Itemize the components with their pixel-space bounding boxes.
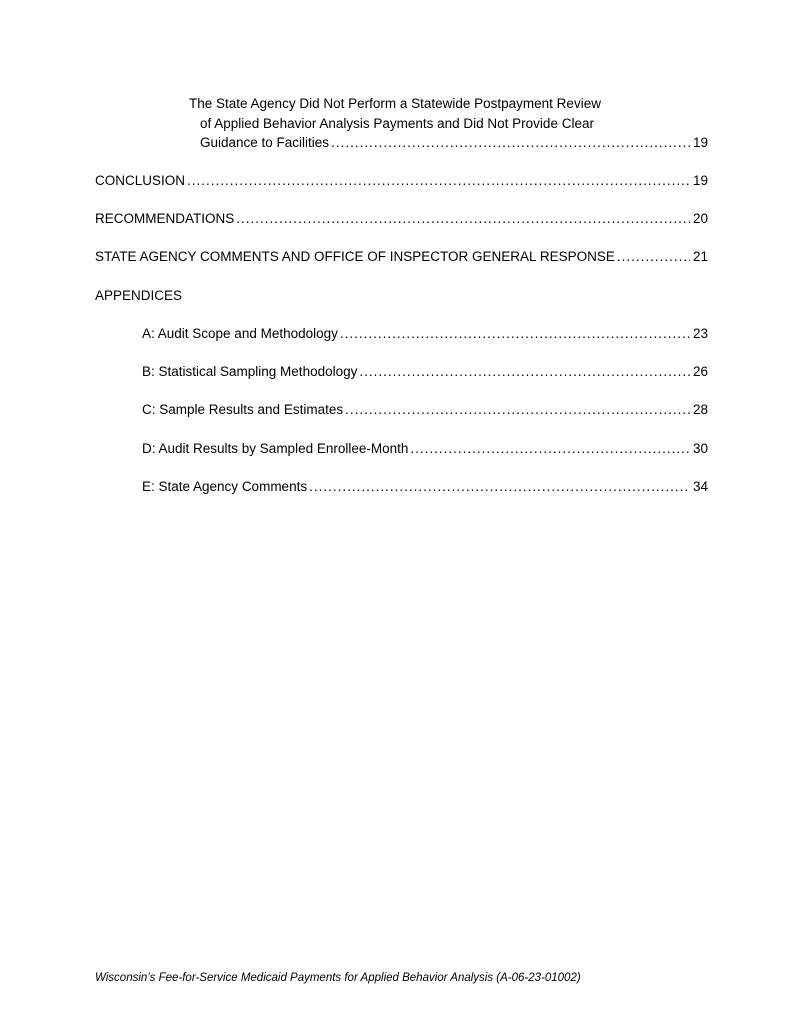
- toc-leader-dots: [331, 134, 690, 152]
- toc-entry-recommendations[interactable]: [95, 210, 708, 228]
- toc-entry-label: CONCLUSION: [95, 173, 186, 188]
- toc-entry-subheading[interactable]: [200, 134, 708, 152]
- toc-entry-label: STATE AGENCY COMMENTS AND OFFICE OF INSPECTOR GENERAL RESPONSE: [95, 249, 615, 264]
- toc-leader-dots: [410, 440, 690, 458]
- toc-page-number: 19: [692, 135, 708, 150]
- toc-entry-label: Guidance to Facilities: [200, 135, 330, 150]
- toc-leader-dots: [617, 248, 690, 266]
- toc-page-number: 20: [692, 211, 708, 226]
- toc-entry-label: C: Sample Results and Estimates: [142, 402, 344, 417]
- toc-leader-dots: [340, 325, 690, 343]
- toc-page-number: 21: [692, 249, 708, 264]
- toc-entry-conclusion[interactable]: [95, 172, 708, 190]
- toc-leader-dots: [187, 172, 690, 190]
- toc-subheading-line2: of Applied Behavior Analysis Payments and Did Not Provide Clear: [200, 116, 594, 131]
- toc-entry-appendix-d[interactable]: [142, 440, 708, 458]
- toc-leader-dots: [236, 210, 690, 228]
- toc-page-number: 30: [692, 441, 708, 456]
- toc-page-number: 34: [692, 479, 708, 494]
- toc-entry-appendix-e[interactable]: [142, 478, 708, 496]
- toc-entry-comments-response[interactable]: [95, 248, 708, 266]
- toc-page-number: 28: [692, 402, 708, 417]
- toc-entry-label: D: Audit Results by Sampled Enrollee-Month: [142, 441, 409, 456]
- toc-entry-appendix-b[interactable]: [142, 363, 708, 381]
- toc-page-number: 23: [692, 326, 708, 341]
- toc-leader-dots: [345, 401, 690, 419]
- toc-page-number: 26: [692, 364, 708, 379]
- toc-entry-appendix-c[interactable]: [142, 401, 708, 419]
- toc-appendices-heading: APPENDICES: [95, 288, 183, 303]
- toc-page-number: 19: [692, 173, 708, 188]
- toc-leader-dots: [309, 478, 690, 496]
- toc-entry-appendix-a[interactable]: [142, 325, 708, 343]
- toc-entry-label: B: Statistical Sampling Methodology: [142, 364, 358, 379]
- toc-entry-label: RECOMMENDATIONS: [95, 211, 235, 226]
- toc-entry-label: E: State Agency Comments: [142, 479, 308, 494]
- toc-entry-label: A: Audit Scope and Methodology: [142, 326, 338, 341]
- page-footer: Wisconsin’s Fee-for-Service Medicaid Payments for Applied Behavior Analysis (A-06-23-01002): [95, 972, 581, 984]
- toc-subheading-line1: The State Agency Did Not Perform a Statewide Postpayment Review: [189, 96, 601, 111]
- toc-leader-dots: [359, 363, 690, 381]
